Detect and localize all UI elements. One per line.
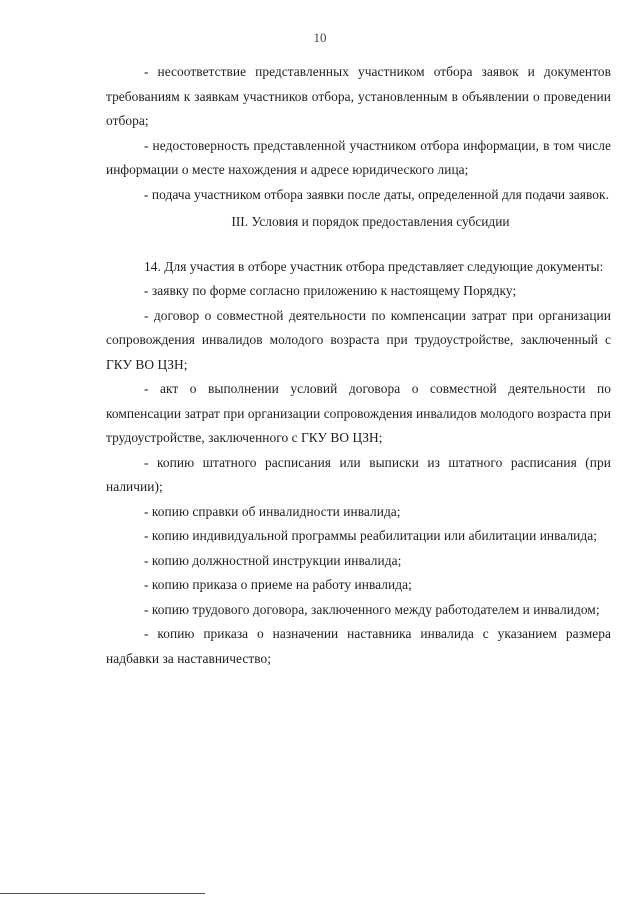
page-number: 10: [313, 30, 327, 45]
list-item: - копию трудового договора, заключенного между работодателем и инвалидом;: [144, 601, 600, 617]
list-item: - копию приказа о назначении наставника инвалида с указанием размера надбавки за наставничество;: [106, 626, 611, 666]
section-heading: III. Условия и порядок предоставления субсидии: [231, 214, 510, 229]
list-item: - копию справки об инвалидности инвалида;: [144, 503, 401, 519]
list-item: - копию должностной инструкции инвалида;: [144, 552, 402, 568]
footer-rule: [0, 893, 205, 894]
list-item: - копию штатного расписания или выписки из штатного расписания (при наличии);: [106, 454, 611, 494]
list-item: - подача участником отбора заявки после даты, определенной для подачи заявок.: [144, 186, 609, 202]
clause-paragraph: 14. Для участия в отборе участник отбора представляет следующие документы:: [144, 258, 604, 274]
list-item: - несоответствие представленных участником отбора заявок и документов требованиям к заявкам участников отбора, установленным в объявлении о проведении отбора;: [106, 64, 611, 128]
list-item: - акт о выполнении условий договора о совместной деятельности по компенсации затрат при организации сопровождения инвалидов молодого возраста при трудоустройстве, заключенного с ГКУ ВО ЦЗН;: [106, 381, 611, 445]
section-spacer: [106, 235, 611, 255]
list-item: - заявку по форме согласно приложению к настоящему Порядку;: [144, 283, 517, 298]
list-item: - договор о совместной деятельности по компенсации затрат при организации сопровождения инвалидов молодого возраста при трудоустройстве, заключенный с ГКУ ВО ЦЗН;: [106, 307, 611, 372]
list-item: - копию приказа о приеме на работу инвалида;: [144, 577, 412, 592]
document-body: [106, 60, 611, 671]
list-item: - копию индивидуальной программы реабилитации или абилитации инвалида;: [144, 528, 598, 543]
list-item: - недостоверность представленной участником отбора информации, в том числе информации о месте нахождения и адресе юридического лица;: [106, 137, 611, 177]
